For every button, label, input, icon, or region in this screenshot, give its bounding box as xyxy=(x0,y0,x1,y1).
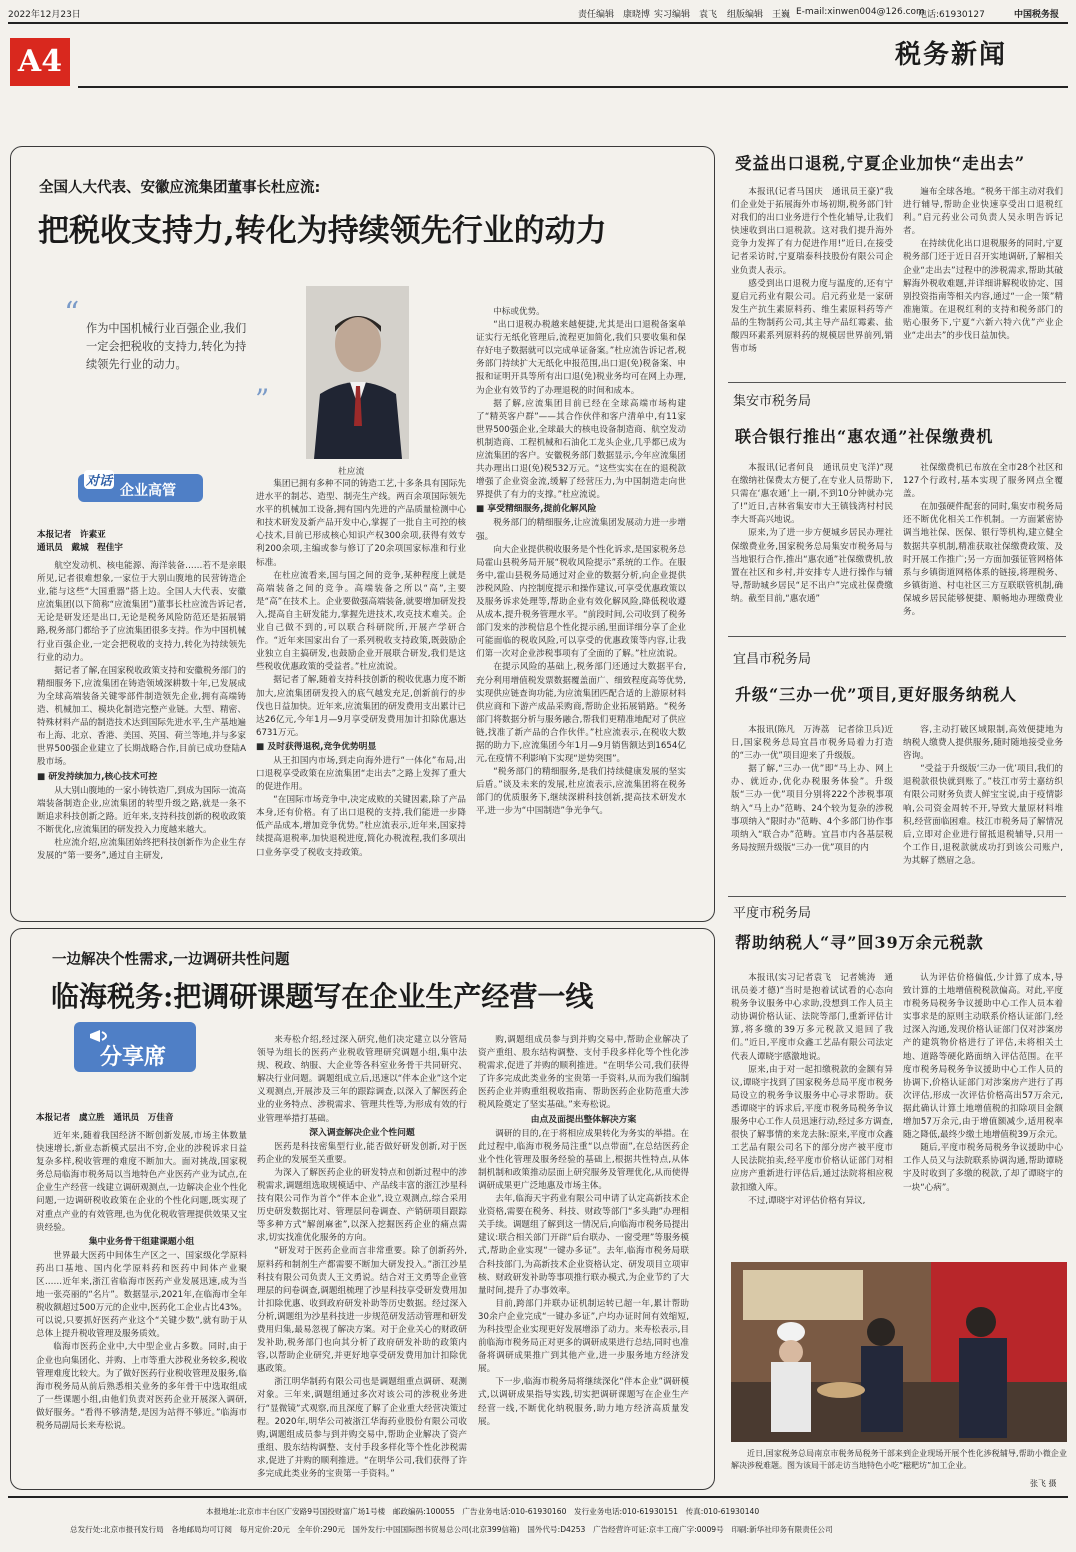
subhead xyxy=(257,1126,467,1141)
divider xyxy=(728,636,1066,637)
right2-column-2 xyxy=(903,462,1063,630)
section-title: 税务新闻 xyxy=(895,40,1008,70)
article1-kicker: 全国人大代表、安徽应流集团董事长杜应流: xyxy=(39,180,321,196)
right3-bureau: 宜昌市税务局 xyxy=(733,652,812,667)
intern-editor: 实习编辑 袁飞 xyxy=(654,10,718,20)
paragraph: 在提示风险的基础上,税务部门还通过大数据平台,充分利用增值税发票数据覆盖面广、细致程度高等优势,实现供应链查询功能,为应流集团匹配合适的上游原材料供应商和下游产成品采购商,帮助企业拓展销路。“税务部门将数据分析与服务融合,帮我们更精准地配对了供应链,找准了新产品的合作伙伴。”杜应流表示,在税收大数据的助力下,应流集团今年1月—9月销售额达到1654亿元,在疫情不利影响下实现“逆势突围”。 xyxy=(476,662,686,765)
article2-column-1 xyxy=(36,1130,247,1484)
subhead-text: 由点及面提出整体解决方案 xyxy=(530,1114,637,1125)
contact-phone: 电话:61930127 xyxy=(918,10,985,20)
paragraph: 临海市医药企业中,大中型企业占多数。同时,由于企业也向集团化、并购、上市等重大涉税业务较多,税收管理难度比较大。为了做好医药行业税收管理及服务,临海市税务局从前后熟悉相关业务的多年骨干中选取组成了一些课题小组,由他们负责对医药企业开展深入调研,做好服务。“看得不够清楚,是因为站得不够近。”临海市税务局副局长来寿松说。 xyxy=(36,1342,247,1431)
footer-line-2: 总发行处:北京市报刊发行局 各地邮局均可订阅 每月定价:20元 全年价:290元 国外发行:中国国际图书贸易总公司(北京399信箱) 国外代号:D4253 广告经营许可证:京丰工商广字:0009号 印刷:新华社印务有限责任公司 xyxy=(70,1525,833,1534)
article2-headline: 临海税务:把调研课题写在企业生产经营一线 xyxy=(51,980,594,1013)
right1-column-1 xyxy=(731,186,893,376)
paragraph: 税务部门的精细服务,让应流集团发展动力进一步增强。 xyxy=(476,518,686,542)
article2-column-3 xyxy=(478,1034,689,1484)
right3-column-2 xyxy=(903,724,1063,892)
subhead-text: 享受精细服务,提前化解风险 xyxy=(487,504,597,515)
badge-small-label: 对话 xyxy=(84,470,114,489)
paragraph: 去年,临海天宇药业有限公司申请了认定高新技术企业资格,需要在税务、科技、财政等部门“多头跑”办理相关手续。调题组了解到这一情况后,向临海市税务局提出建议:联合相关部门开辟“后台联办、一窗受理”等服务模式,帮助企业实现“一键办多证”。去年,临海市税务局联合科技部门,为高新技术企业资格认定、研发项目立项审核、财政研发补助等事项推行联办模式,为企业节约了大量时间,提升了办事效率。 xyxy=(478,1194,689,1296)
subhead xyxy=(36,1235,247,1250)
paragraph: 本报讯(记者何良 通讯员史飞洋)“现在缴纳社保费太方便了,在专业人员帮助下,只需在‘惠农通’上一刷,不到10分钟就办完了!”近日,吉林省集安市大王镇钱湾村村民李大哥高兴地说。 xyxy=(731,463,893,526)
paragraph: “研发对于医药企业而言非常重要。除了创新药外,原料药和制剂生产都需要不断加大研发投入。”浙江沙星科技有限公司负责人王文勇说。结合对王文勇等企业管理层的问卷调查,调题组梳理了沙星科技享受研发费用加计扣除优惠、收到政府研发补助等历史数据。经过深入分析,调题组为沙星科技进一步规范研发活动管理和研发费用归集,最易忽视了解决方案。对于企业关心的财政研发补助,税务部门也向其分析了政府研发补助的政策内容,以帮助企业研究,并更好地享受研发费用加计扣除优惠政策。 xyxy=(257,1246,467,1375)
article1-column-3 xyxy=(476,306,686,914)
paragraph: 随后,平度市税务局税务争议援助中心工作人员又与法院联系协调沟通,帮助谭晓宇及时收到了多缴的税款,了却了谭晓宇的一块“心病”。 xyxy=(903,1143,1063,1193)
divider xyxy=(728,382,1066,383)
column-badge-interview xyxy=(78,474,203,502)
caption-text: 近日,国家税务总局南京市税务局税务干部来到企业现场开展个性化涉税辅导,帮助小微企业解决涉税难题。图为该局干部走访当地特色小吃“糍粑坊”加工企业。 xyxy=(731,1449,1067,1470)
paragraph: 本报讯(陈凡 万涛荔 记者徐卫兵)近日,国家税务总局宜昌市税务局着力打造的“三办一优”项目迎来了升级版。 xyxy=(731,725,893,762)
subhead: ■ 享受精细服务,提前化解风险 xyxy=(476,504,597,515)
subhead-text: 及时获得退税,竞争优势明显 xyxy=(267,741,377,752)
paragraph: 医药是科技密集型行业,能否做好研发创新,对于医药企业的发展至关重要。 xyxy=(257,1141,467,1165)
layout-editor: 组版编辑 王巍 xyxy=(727,10,791,20)
paragraph: “税务部门的精细服务,是我们持续健康发展的坚实后盾。”谈及未来的发展,杜应流表示,应流集团将在税务部门的优质服务下,继续深耕科技创新,提高技术研发水平,进一步为“中国制造”争光争气。 xyxy=(476,767,686,817)
subhead xyxy=(478,1113,689,1128)
contact-email: E-mail:xinwen004@126.com xyxy=(796,7,925,17)
article1-byline2: 通讯员 戴城 程佳宇 xyxy=(37,543,123,553)
subhead-text: 研发持续加力,核心技术可控 xyxy=(48,771,158,782)
issue-date: 2022年12月23日 xyxy=(8,10,81,20)
paragraph: 认为评估价格偏低,少计算了成本,导致计算的土地增值税税款偏高。对此,平度市税务局税务争议援助中心工作人员本着实事求是的原则主动联系价格认证部门,经过深入沟通,发现价格认证部门仅对涉案房产的建筑物价格进行了评估,未将相关土地、道路等硬化路面纳入评估范围。在平度市税务局税务争议援助中心工作人员的协调下,价格认证部门对涉案房产进行了再次评估,形成一次评估价格高出57万余元,据此确认计算土地增值税的扣除项目金额增加57万余元,由于增值额减少,适用税率随之降低,最终少缴土地增值税39万余元。 xyxy=(903,973,1063,1141)
badge-label: 企业高管 xyxy=(120,483,176,499)
paragraph: 从大别山腹地的一家小铸铁造厂,到成为国际一流高端装备制造企业,应流集团的转型升级之路,就是一条不断追求科技创新之路。近年来,支持科技创新的税收政策不断优化,应流集团的研发投入力度越来越大。 xyxy=(37,785,246,835)
paragraph: 航空发动机、核电能源、海洋装备……若不是亲眼所见,记者很难想象,一家位于大别山腹地的民营铸造企业,能与这些“大国重器”搭上边。全国人大代表、安徽应流集团(以下简称“应流集团”)董事长杜应流告诉记者,无论是研发还是出口,无论是税务风险防范还是拓展销路,税务部门都给予了应流集团很多支持。作为中国机械行业百强企业,一定会把税收的支持力,转化为持续领先行业的动力。 xyxy=(37,561,246,663)
paragraph: 从王扣国内市场,到走向海外进行“一体化”布局,出口退税享受政策在应流集团“走出去”之路上发挥了重大的促进作用。 xyxy=(256,755,466,793)
paragraph: 据了解,“三办一优”即“马上办、网上办、就近办,优化办税服务体验”。升级版“三办一优”项目分别将222个涉税事项纳入“马上办”范畴、24个较为复杂的涉税事项纳入“限时办”范畴、4个多部门协作事项纳入“联合办”范畴。宜昌市内各基层税务局按照升级版“三办一优”项目的内 xyxy=(731,764,893,853)
paragraph: 原来,为了进一步方便城乡居民办理社保缴费业务,国家税务总局集安市税务局与当地银行合作,推出“惠农通”社保缴费机,放置在社区和乡村,并安排专人进行操作与辅导,帮助城乡居民“足不出户”完成社保费缴纳。截至目前,“惠农通” xyxy=(731,528,893,604)
paragraph: 据了解,应流集团目前已经在全球高端市场构建了“精英客户群”——其合作伙伴和客户清单中,有11家世界500强企业,全球最大的核电设备制造商、航空发动机制造商、工程机械和石油化工龙头企业,几乎都已成为应流集团的客户。安徽税务部门数据显示,今年应流集团共办理出口退(免)税532万元。“这些实实在在的退税款增强了企业资金流,缓解了经营压力,为中国制造走向世界提供了有力的支撑。”杜应流说。 xyxy=(476,398,686,501)
paragraph: 不过,谭晓宇对评估价格有异议, xyxy=(748,1195,866,1206)
badge-label: 分享席 xyxy=(100,1044,167,1070)
paragraph: 浙江明华制药有限公司也是调题组重点调研、观测对象。三年来,调题组通过多次对该公司的涉税业务进行“显微镜”式观察,而且深度了解了企业重大经营决策过程。2020年,明华公司被浙江华海药业股份有限公司收购,调题组成员参与到并购交易中,帮助企业解决了资产重组、股东结构调整、支付手段多样化等个性化涉税需求,促进了并购的顺利推进。“在明华公司,我们获得了许多完成此类业务的宝贵第一手资料。” xyxy=(257,1377,467,1479)
right3-column-1 xyxy=(731,724,893,892)
right4-column-1 xyxy=(731,972,893,1256)
paragraph: 购,调题组成员参与到并购交易中,帮助企业解决了资产重组、股东结构调整、支付手段多样化等个性化涉税需求,促进了并购的顺利推进。“在明华公司,我们获得了许多完成此类业务的宝贵第一手资料,从而为我们编制医药企业并购重组税收指南、帮助医药企业防范重大涉税风险奠定了坚实基础。”来寿松说。 xyxy=(478,1035,689,1111)
paragraph: 社保缴费机已布放在全市28个社区和127个行政村,基本实现了服务网点全覆盖。 xyxy=(903,463,1063,500)
paragraph: 下一步,临海市税务局将继续深化“伴本企业”调研模式,以调研成果指导实践,切实把调研课题写在企业生产经营一线,不断优化纳税服务,助力地方经济高质量发展。 xyxy=(478,1377,689,1427)
quote-close-icon: ” xyxy=(255,383,270,416)
paragraph: 遍布全球各地。“税务干部主动对我们进行辅导,帮助企业快速享受出口退税红利。”启元药业公司负责人吴永明告诉记者。 xyxy=(903,187,1063,237)
paragraph: 在加强硬件配套的同时,集安市税务局还不断优化相关工作机制。一方面紧密协调当地社保、医保、银行等机构,建立健全数据共享机制,精准获取社保缴费政策、及时开展工作推广;另一方面加强征管网格体系与乡镇街道网格体系的链接,将理税务、乡镇街道、村屯社区三方互联联管机制,确保城乡居民能够便捷、顺畅地办理缴费业务。 xyxy=(903,502,1063,618)
article2-kicker: 一边解决个性需求,一边调研共性问题 xyxy=(52,952,290,968)
paragraph: 在持续优化出口退税服务的同时,宁夏税务部门还于近日召开实地调研,了解相关企业“走出去”过程中的涉税需求,帮助其破解海外税收难题,并详细讲解税收协定、国别投资指南等相关内容,通过“一企一策”精准施策。在退税红利的支持和税务部门的贴心服务下,宁夏“六新六特六优”产业企业“走出去”的步伐日益加快。 xyxy=(903,239,1063,342)
article1-headline: 把税收支持力,转化为持续领先行业的动力 xyxy=(38,213,607,249)
paragraph: 据记者了解,在国家税收政策支持和安徽税务部门的精细服务下,应流集团在铸造领域深耕数十年,已发展成为全球高端装备关键零部件制造领先企业,拥有高端铸造、机械加工、模块化制造完整产业链。大型、精密、特殊材料产品的制造技术达到国际先进水平,生产基地遍布上海、北京、香港、美国、英国、荷兰等地,并与多家世界500强企业建立了长期战略合作,目前已成功登陆A股市场。 xyxy=(37,665,246,768)
duty-editor: 责任编辑 康晓博 xyxy=(578,10,651,20)
right4-column-2 xyxy=(903,972,1063,1256)
divider xyxy=(728,896,1066,897)
article1-column-2 xyxy=(256,478,466,914)
right1-headline: 受益出口退税,宁夏企业加快“走出去” xyxy=(735,154,1026,173)
paper-name: 中国税务报 xyxy=(1014,10,1060,20)
paragraph: 为深入了解医药企业的研发特点和创新过程中的涉税需求,调题组选取规模适中、产品线丰富的浙江沙星科技有限公司作为首个“伴本企业”,设立观测点,综合采用历史研发数据比对、管理层问卷调查、产销研项目跟踪等多种方式“解剖麻雀”,以深入挖掘医药企业的痛点需求,切实找准优化服务的方向。 xyxy=(257,1167,467,1244)
portrait-photo xyxy=(306,286,409,459)
footer-line-1: 本报地址:北京市丰台区广安路9号国投财富广场1号楼 邮政编码:100055 广告业务电话:010-61930160 发行业务电话:010-61930151 传真:010-61930140 xyxy=(206,1507,760,1516)
paragraph: 目前,跨部门并联办证机制运转已超一年,累计帮助30余户企业完成“一键办多证”,户均办证时间有效缩短,为科技型企业实现更好发展增添了动力。来寿松表示,目前临海市税务局正对更多的调研成果进行总结,同时也准备将调研成果推广到其他产业,进一步服务地方经济发展。 xyxy=(478,1298,689,1375)
paragraph: “出口退税办税越来越便捷,尤其是出口退税备案单证实行无纸化管理后,流程更加简化,我们只要收集和保存好电子数据就可以完成单证备案。”杜应流告诉记者,税务部门持续扩大无纸化申报范围,出口退(免)税备案、申报和证明开具等所有出口退(免)税业务均可在网上办理,为企业有效节约了办理退税的时间和成本。 xyxy=(476,320,686,396)
photo-credit: 张飞 摄 xyxy=(1030,1479,1057,1488)
paragraph: 来寿松介绍,经过深入研究,他们决定建立以分管局领导为组长的医药产业税收管理研究调题小组,集中法规、税政、纳服、大企业等各科室业务骨干共同研究、解决行业问题。调题组成立后,迅速以“伴本企业”这个定义观测点,开展涉及三年的跟踪调查,以深入了解医药企业的业务特点、涉税需求、管理共性等,为形成有效的行业管理举措打基础。 xyxy=(257,1035,467,1124)
paragraph: 本报讯(记者马国庆 通讯员王豪)“我们企业处于拓展海外市场初期,税务部门针对我们的出口业务进行个性化辅导,让我们快速收到出口退税款。这对我们提升海外竞争力发挥了有力促进作用!”近日,在接受记者采访时,宁夏瑞泰科技股份有限公司企业负责人表示。 xyxy=(731,187,893,276)
article2-byline: 本报记者 虞立胜 通讯员 万佳音 xyxy=(36,1113,174,1123)
paragraph: 感受到出口退税力度与温度的,还有宁夏启元药业有限公司。启元药业是一家研发生产抗生素原料药、维生素原料药等产品的生物制药公司,其主导产品红霉素、盐酸四环素系列原料药的规模居世界前列,销售市场 xyxy=(731,278,893,355)
paragraph: 近年来,随着我国经济不断创新发展,市场主体数量快速增长,新业态新模式层出不穷,企业的涉税诉求日益复杂多样,税收管理的难度不断加大。面对挑战,国家税务总局临海市税务局以当地特色产业医药产业为试点,在企业生产经营一线建立调研观测点,一边解决企业个性化问题,一边调研税收政策在企业的个性化问题,既实现了对重点产业的有效管理,也为优化税收管理提供效果又宝贵经验。 xyxy=(36,1131,247,1233)
paragraph: 调研的目的,在于将相应成果转化为务实的举措。在此过程中,临海市税务局注重“以点带面”,在总结医药企业个性化管理及服务经验的基础上,根据共性特点,从体制机制和政策推动层面上研究服务及管理优化,从而使得调研成果更广泛地惠及市场主体。 xyxy=(478,1128,689,1191)
article1-byline1: 本报记者 许素亚 xyxy=(37,530,106,540)
right4-headline: 帮助纳税人“寻”回39万余元税款 xyxy=(735,933,984,952)
photo-caption xyxy=(731,1448,1067,1488)
news-photo xyxy=(731,1262,1067,1442)
right2-headline: 联合银行推出“惠农通”社保缴费机 xyxy=(735,427,994,446)
right4-bureau: 平度市税务局 xyxy=(733,906,812,921)
right3-headline: 升级“三办一优”项目,更好服务纳税人 xyxy=(735,685,1017,704)
subhead-text: 集中业务骨干组建课题小组 xyxy=(88,1236,195,1247)
paragraph: 据记者了解,随着支持科技创新的税收优惠力度不断加大,应流集团研发投入的底气越发充足,创新前行的步伐也日益加快。近年来,应流集团的研发费用支出累计已达26亿元,今年1月—9月享受研发费用加计扣除优惠达6731万元。 xyxy=(256,675,466,738)
article2-column-2 xyxy=(257,1034,467,1484)
header-rule xyxy=(8,22,1068,24)
paragraph: 容,主动打破区域限制,高效便捷地为纳税人缴费人提供服务,随时随地接受业务咨询。 xyxy=(903,725,1063,762)
paragraph: “在国际市场竞争中,决定成败的关键因素,除了产品本身,还有价格。有了出口退税的支持,我们能进一步降低产品成本,增加竞争优势。”杜应流表示,近年来,国家持续提高退税率,加快退税进度,简化办税流程,我们多项出口业务享受了税收支持政策。 xyxy=(256,795,466,858)
pull-quote: 作为中国机械行业百强企业,我们一定会把税收的支持力,转化为持续领先行业的动力。 xyxy=(86,322,247,371)
paragraph: 原来,由于对一起扣缴税款的金额有异议,谭晓宇找到了国家税务总局平度市税务局设立的税务争议服务中心寻求帮助。获悉谭晓宇的诉求后,平度市税务局税务争议服务中心工作人员迅速行动,经过多方调查,很快了解事情的来龙去脉:原来,平度市众鑫工艺品有限公司名下的部分房产被平度市人民法院拍卖,经平度市价格认证部门对相应房产重新进行评估后,通过法院将相应税款扣缴入库。 xyxy=(731,1064,893,1193)
paragraph: 本报讯(实习记者袁飞 记者姚涛 通讯员姜才德)“当时是抱着试试看的心态向税务争议服务中心求助,没想到工作人员主动协调价格认证、法院等部门,重新评估计算,将多缴的39万多元税款又退回了我们。”近日,平度市众鑫工艺品有限公司法定代表人谭晓宇感激地说。 xyxy=(731,973,893,1062)
paragraph: 向大企业提供税收服务是个性化诉求,是国家税务总局霍山县税务局开展“税收风险提示”系统的工作。在服务中,霍山县税务局通过对企业的数据分析,向企业提供涉税风险、内控制度提示和操作建议,可享受优惠政策以及服务诉求处理等,帮助企业有效化解风险,降低税收遵从成本,提升税务管理水平。“前段时间,公司收到了税务部门发来的涉税信息个性化提示函,里面详细分享了企业可能面临的税收风险,可以享受的优惠政策等内容,让我们第一次对企业涉税事项有了全面的了解。”杜应流说。 xyxy=(476,544,686,660)
paragraph: “受益于升级版‘三办一优’项目,我们的退税款很快就到账了。”枝江市劳士嘉纺织有限公司财务负责人鲜宝宝说,由于疫情影响,公司资金周转不开,导致大量原材料堆积,经营面临困难。枝江市税务局了解情况后,立即对企业进行留抵退税辅导,只用一个工作日,退税款就成功打到该公司账户,为其解了燃眉之急。 xyxy=(903,764,1063,866)
section-rule xyxy=(78,86,1068,88)
subhead: ■ 研发持续加力,核心技术可控 xyxy=(37,771,158,782)
paragraph: 集团已拥有多种不同的铸造工艺,十多条具有国际先进水平的制芯、造型、制壳生产线。两百余项国际领先水平的机械加工设备,拥有国内先进的产品质量检测中心和技术研发及新产品开发中心,掌握了一批自主可控的核心技术,目前已形成核心知识产权300余项,获得有效专利200余项,主编或参与修订了20余项国家标准和行业标准。 xyxy=(256,479,466,568)
subhead: ■ 及时获得退税,竞争优势明显 xyxy=(256,741,377,752)
right2-bureau: 集安市税务局 xyxy=(733,394,812,409)
article1-column-1 xyxy=(37,560,246,914)
paragraph: 世界最大医药中间体生产区之一、国家级化学原料药出口基地、国内化学原料药和医药中间体产业聚区……近年来,浙江省临海市医药产业发展迅速,成为当地一张亮丽的“名片”。数据显示,2021年,在临海市全年税收额超过500万元的企业中,医药化工企业占比43%。可以说,只要抓好医药产业这个“关键少数”,就有助于从总体上提升税收管理及服务质效。 xyxy=(36,1250,247,1340)
paragraph: 在杜应流看来,国与国之间的竞争,某种程度上就是高端装备之间的竞争。高端装备之所以“高”,主要是“高”在技术上。企业要做强高端装备,就要增加研发投入,提高自主研发能力,掌握先进技术,攻克技术难关。企业自己做不到的,可以联合科研院所,开展产学研合作。“近年来国家出台了一系列税收支持政策,既鼓励企业独立自主搞研发,也鼓励企业开展联合研发,我们是这些税收优惠政策的受益者。”杜应流说。 xyxy=(256,570,466,673)
right2-column-1 xyxy=(731,462,893,630)
right1-column-2 xyxy=(903,186,1063,376)
footer-rule xyxy=(8,1496,1068,1498)
page-number: A4 xyxy=(10,38,70,86)
portrait-caption: 杜应流 xyxy=(338,467,365,477)
subhead-text: 深入调查解决企业个性问题 xyxy=(309,1127,415,1138)
paragraph: 中标或优势。 xyxy=(493,307,545,317)
quote-mark-icon: “ xyxy=(64,296,80,331)
column-badge-share xyxy=(74,1022,196,1072)
paragraph: 杜应流介绍,应流集团始终把科技创新作为企业生存发展的“第一要务”,通过自主研发, xyxy=(37,837,246,861)
